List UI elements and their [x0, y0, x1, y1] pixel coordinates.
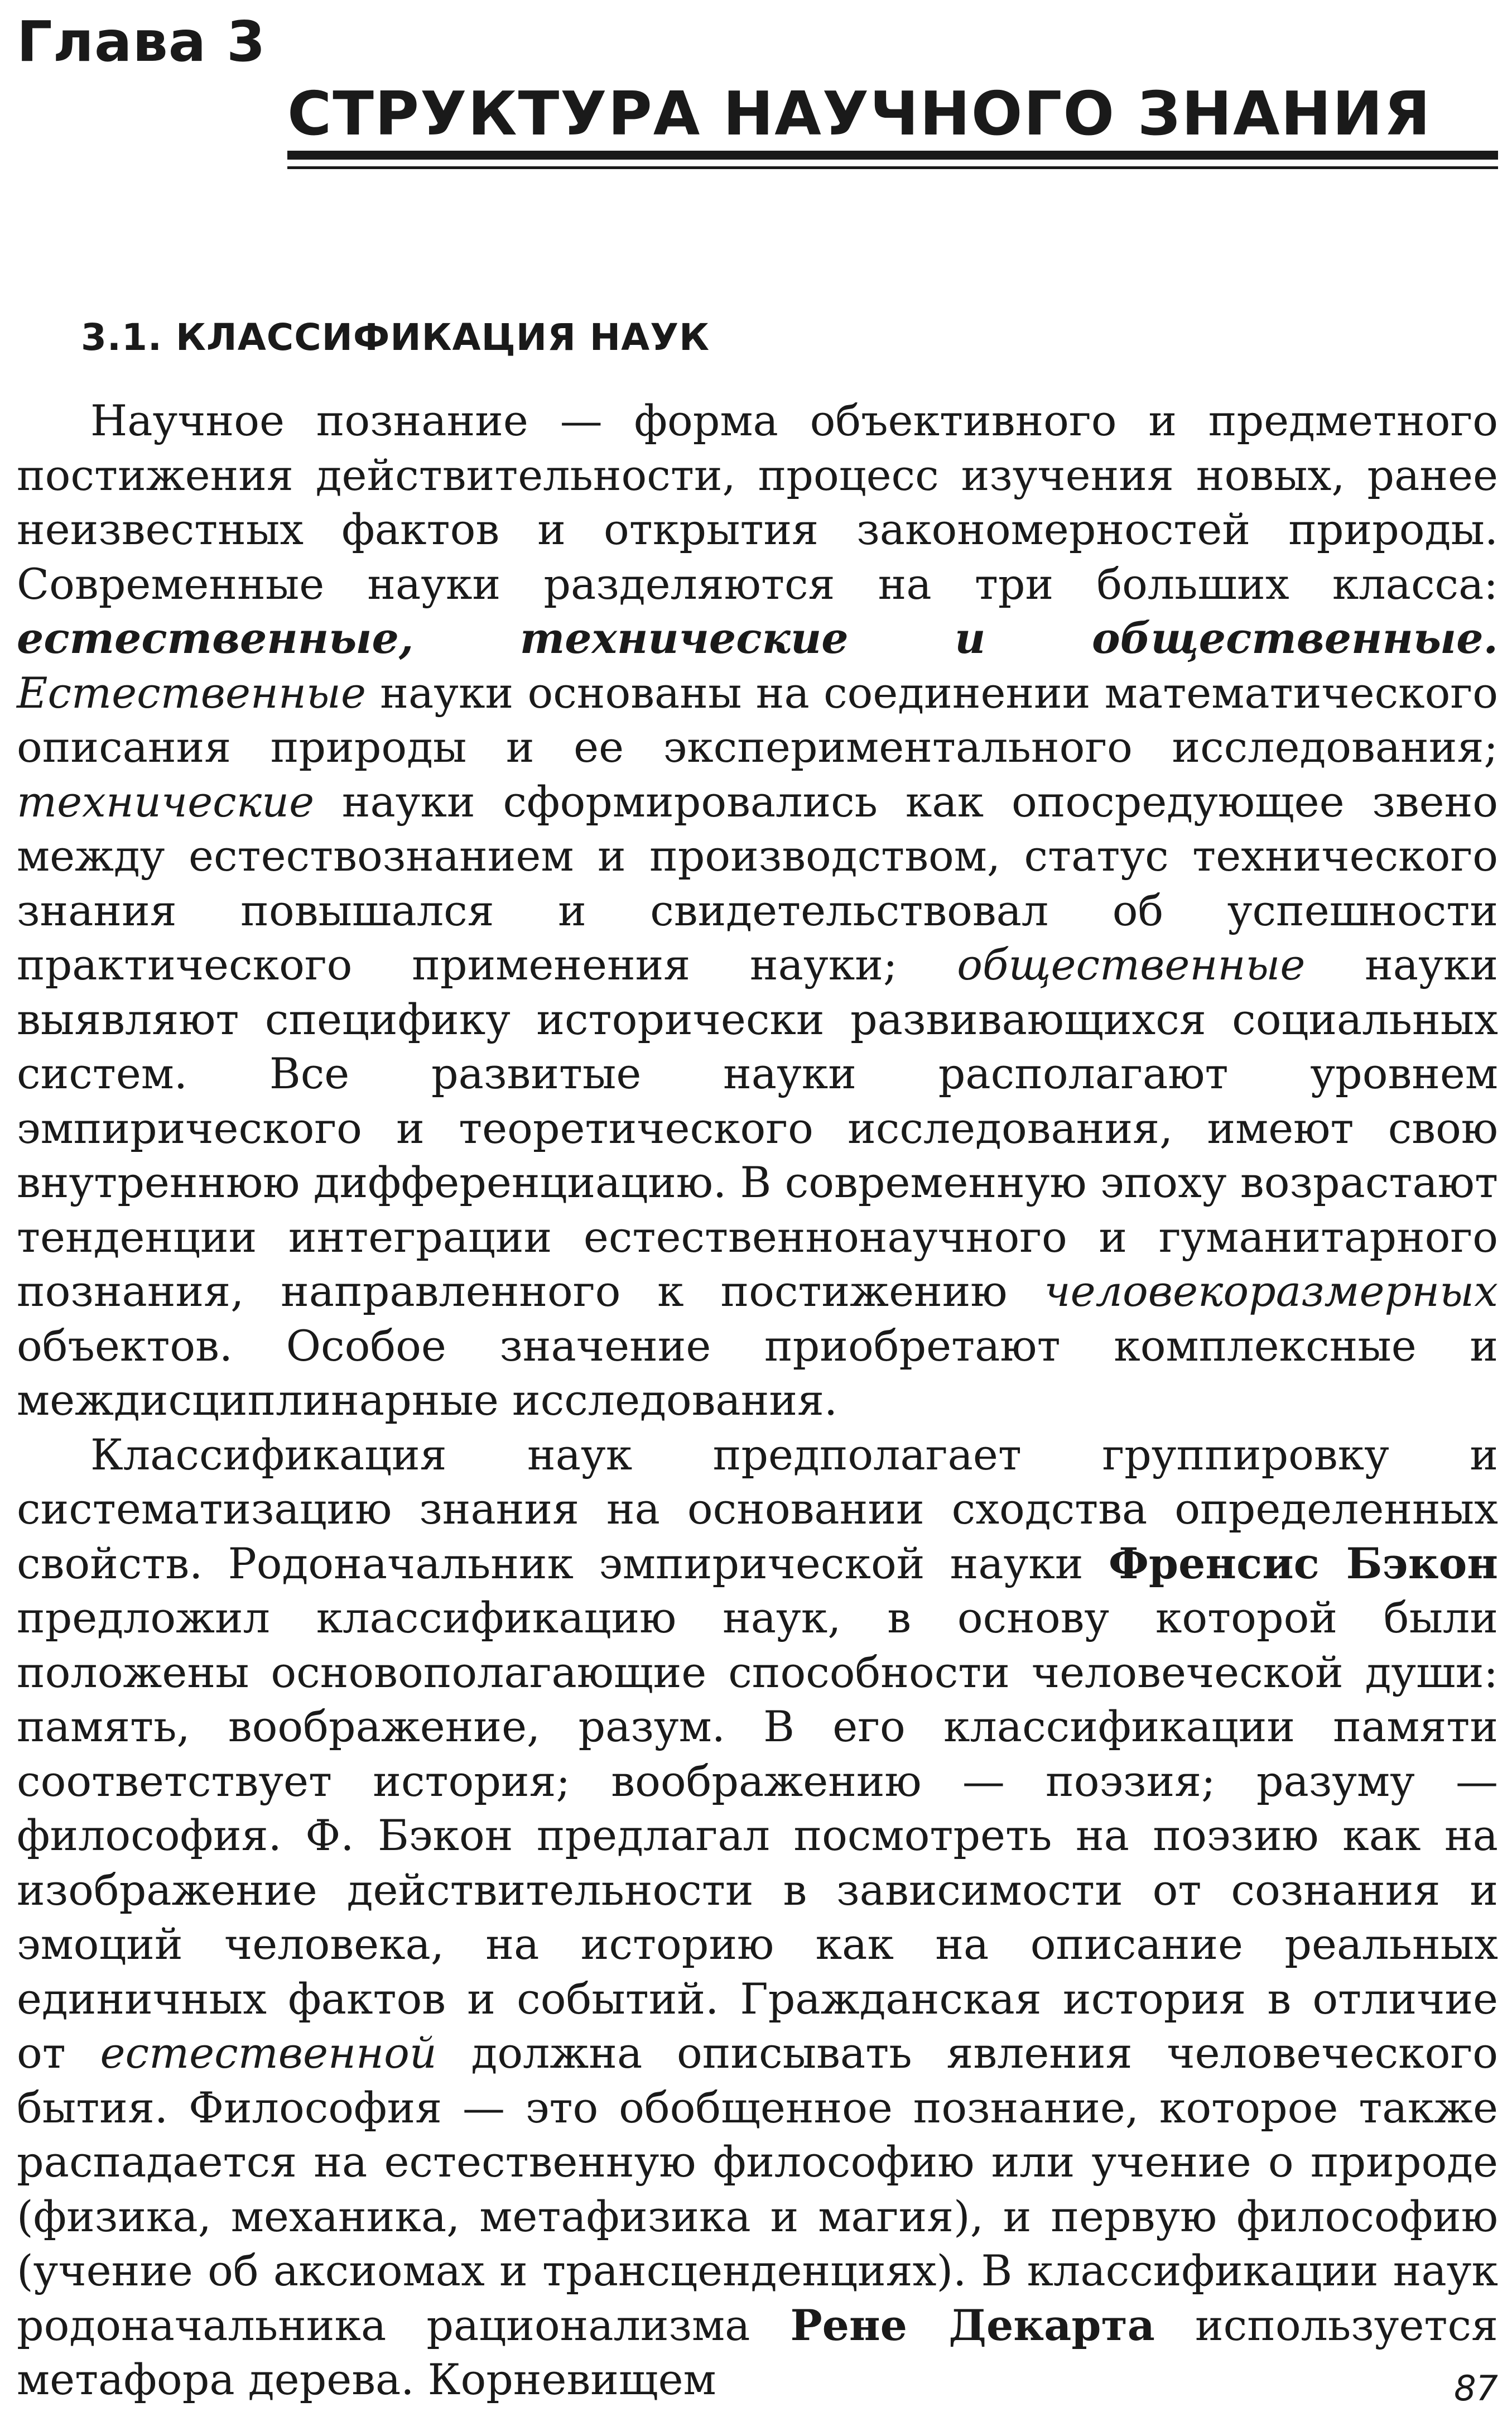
p2-text-1: Классификация наук предполагает группировку и систематизацию знания на основании сходства определенных свойств. Родоначальник эмпирической науки — [17, 1429, 1498, 1588]
section-heading: 3.1. КЛАССИФИКАЦИЯ НАУК — [81, 316, 710, 359]
p2-bold-descartes: Рене Декарта — [790, 2300, 1155, 2350]
title-rule-thick — [287, 151, 1498, 160]
p2-text-4: используется метафора дерева. Корневищем — [17, 2300, 1498, 2404]
page-number: 87 — [1454, 2368, 1498, 2409]
p2-text-2: предложил классификацию наук, в основу которой были положены основополагающие способности человеческой души: память, воображение, разум. В его классификации памяти соответствует история; воображению — поэзия; разуму — философия. Ф. Бэкон предлагал посмотреть на поэзию как на изображение действительности в зависимости от сознания и эмоций человека, на историю как на описание реальных единичных фактов и событий. Гражданская история в отличие от — [17, 1593, 1498, 2078]
p2-italic-natural: естественной — [100, 2028, 437, 2078]
p1-italic-technical: технические — [17, 776, 315, 827]
p2-text-3: должна описывать явления человеческого бытия. Философия — это обобщенное познание, которое также распадается на естественную философию или учение о природе (физика, механика, метафизика и магия), и первую философию (учение об аксиомах и трансценденциях). В классификации наук родоначальника рационализма — [17, 2028, 1498, 2350]
p1-italic-natural: Естественные — [17, 667, 366, 718]
p1-text-5: науки выявляют специфику исторически развивающихся социальных систем. Все развитые науки располагают уровнем эмпирического и теоретического исследования, имеют свою внутреннюю дифференциацию. В современную эпоху возрастают тенденции интеграции естественнонаучного и гуманитарного познания, направленного к постижению — [17, 940, 1498, 1316]
title-rule-thin — [287, 166, 1498, 169]
p1-bold-italic-classes — [17, 613, 1498, 663]
paragraph-2 — [17, 1428, 1498, 2407]
p1-bold-italic-text: естественные, технические и общественные. — [17, 613, 1498, 663]
paragraph-1 — [17, 393, 1498, 1428]
p1-text-1: Научное познание — форма объективного и предметного постижения действительности, процесс изучения новых, ранее неизвестных фактов и открытия закономерностей природы. Современные науки разделяются на три больших класса: — [17, 396, 1498, 609]
p1-italic-human-sized: человекоразмерных — [1044, 1266, 1498, 1316]
p2-bold-bacon: Френсис Бэкон — [1108, 1538, 1498, 1588]
p1-text-4: науки сформировались как опосредующее звено между естествознанием и производством, статус технического знания повышался и свидетельствовал об успешности практического применения науки; — [17, 776, 1498, 989]
p1-text-3: науки основаны на соединении математического описания природы и ее экспериментального исследования; — [17, 667, 1498, 772]
chapter-label: Глава 3 — [17, 9, 266, 74]
p1-text-6: объектов. Особое значение приобретают комплексные и междисциплинарные исследования. — [17, 1320, 1498, 1425]
chapter-title: СТРУКТУРА НАУЧНОГО ЗНАНИЯ — [287, 79, 1432, 149]
body-text — [17, 393, 1498, 2407]
p1-italic-social: общественные — [957, 940, 1306, 989]
